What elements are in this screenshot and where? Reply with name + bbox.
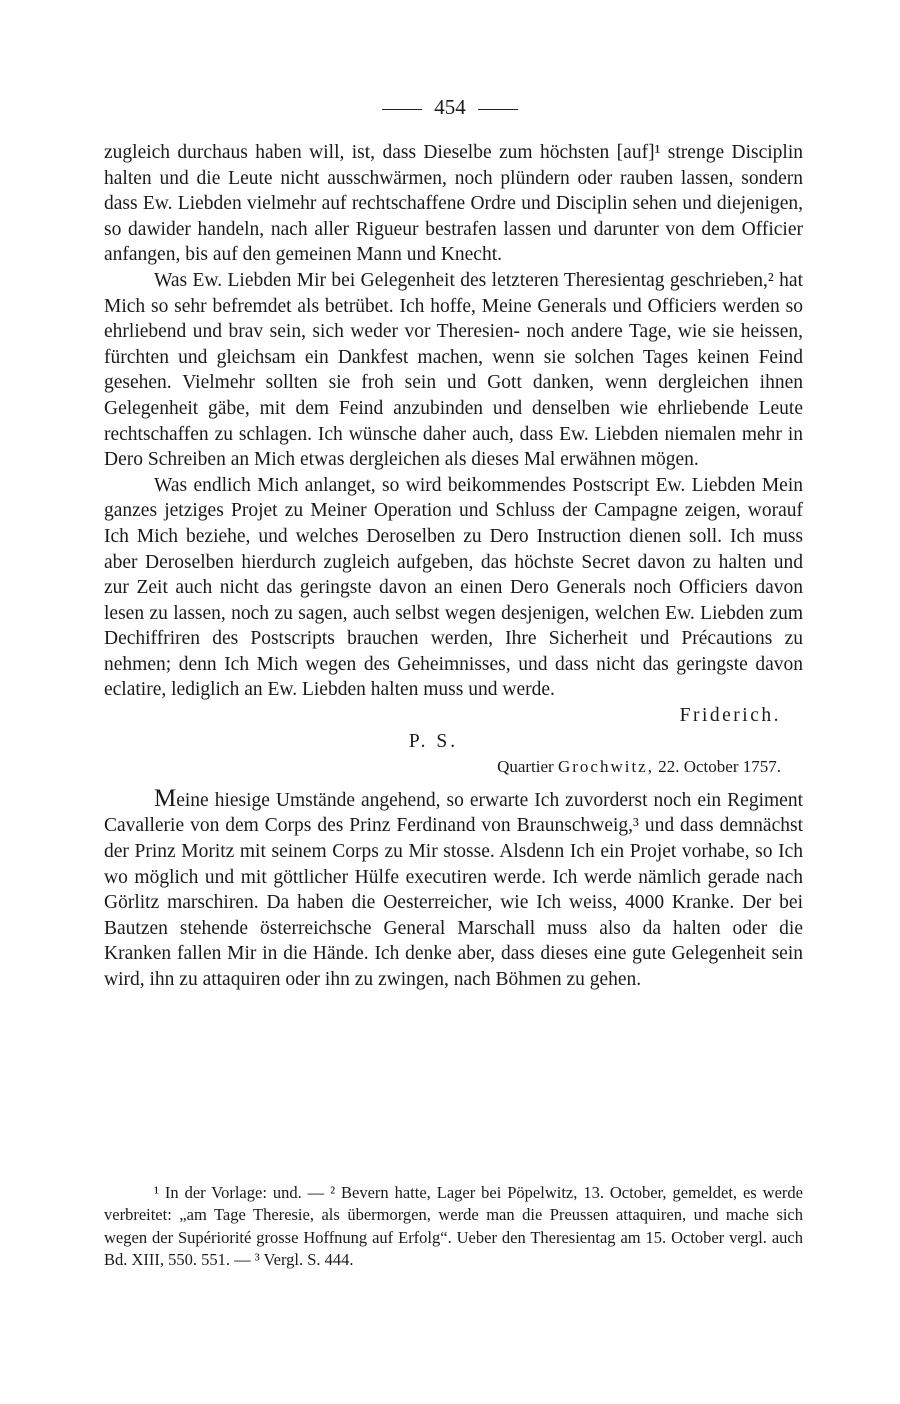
postscript-dateline — [104, 754, 781, 780]
left-rule — [382, 109, 422, 110]
page-number: 454 — [434, 95, 466, 119]
paragraph-2: Was Ew. Liebden Mir bei Gelegenheit des letzteren Theresientag geschrieben,² hat Mich so sehr befremdet als betrübet. Ich hoffe, Meine Generals und Officiers werden so ehrliebend und brav sein, sich weder vor Theresien- noch andere Tage, wie sie heissen, fürchten und gleichsam ein Dankfest machen, wenn sie solchen Tages keinen Feind gesehen. Vielmehr sollten sie froh sein und Gott danken, wenn dergleichen ihnen Gelegenheit gäbe, mit dem Feind anzubinden und denselben wie ehrliebende Leute rechtschaffen zu schlagen. Ich wünsche daher auch, dass Ew. Liebden niemalen mehr in Dero Schreiben an Mich etwas dergleichen als dieses Mal erwähnen mögen. — [104, 269, 803, 471]
signature: Friderich. — [679, 705, 781, 727]
paragraph-4 — [104, 786, 803, 993]
dateline-place: Grochwitz, — [557, 757, 654, 777]
paragraph-3: Was endlich Mich anlanget, so wird beikommendes Postscript Ew. Liebden Mein ganzes jetziges Projet zu Meiner Operation und Schluss der Campagne zeigen, worauf Ich Mich beziehe, und welches Deroselben zu Dero Instruction dienen soll. Ich muss aber Deroselben hierdurch zugleich aufgeben, das höchste Secret davon zu halten und zur Zeit auch nicht das geringste davon an einen Dero Generals noch Officiers davon lesen zu lassen, noch zu sagen, auch selbst wegen desjenigen, welchen Ew. Liebden zum Dechiffriren des Postscripts brauchen werden, Ihre Sicherheit und Précautions zu nehmen; denn Ich Mich wegen des Geheimnisses, und dass nicht das geringste davon eclatire, lediglich an Ew. Liebden halten muss und werde. — [104, 474, 803, 701]
initial-letter: M — [154, 784, 177, 812]
page-number-header — [0, 94, 900, 120]
paragraph-1: zugleich durchaus haben will, ist, dass Dieselbe zum höchsten [auf]¹ strenge Disciplin halten und die Leute nicht ausschwärmen, noch plündern oder rauben lassen, sondern dass Ew. Liebden vielmehr auf rechtschaffene Ordre und Disciplin sehen und diejenigen, so dawider handeln, nach aller Rigueur bestrafen lassen und darunter von dem Officier anfangen, bis auf den gemeinen Mann und Knecht. — [104, 142, 803, 266]
footnote-text: ¹ In der Vorlage: und. — ² Bevern hatte, Lager bei Pöpelwitz, 13. October, gemeldet, es werde verbreitet: „am Tage Theresie, als übermorgen, werde man die Preussen attaquiren, und mache sich wegen der Supériorité grosse Hoffnung auf Erfolg“. Ueber den Theresientag am 15. October vergl. auch Bd. XIII, 550. 551. — ³ Vergl. S. 444. — [104, 1183, 803, 1270]
dateline-prefix: Quartier — [497, 757, 554, 777]
main-text — [104, 140, 803, 993]
postscript-heading: P. S. — [408, 730, 459, 752]
footnotes — [104, 1182, 803, 1272]
dateline-date: 22. October 1757. — [658, 757, 781, 777]
right-rule — [478, 109, 518, 110]
paragraph-4-text: eine hiesige Umstände angehend, so erwarte Ich zuvorderst noch ein Regiment Cavallerie von dem Corps des Prinz Ferdinand von Braunschweig,³ und dass demnächst der Prinz Moritz mit seinem Corps zu Mir stosse. Alsdenn Ich ein Projet vorhabe, so Ich wo möglich und mit göttlicher Hülfe executiren werde. Ich werde nämlich gerade nach Görlitz marschiren. Da haben die Oesterreicher, wie Ich weiss, 4000 Kranke. Der bei Bautzen stehende österreichsche General Marschall muss also da halten oder die Kranken fallen Mir in die Hände. Ich denke aber, dass dieses eine gute Gelegenheit sein wird, ihn zu attaquiren oder ihn zu zwingen, nach Böhmen zu gehen. — [104, 789, 803, 990]
